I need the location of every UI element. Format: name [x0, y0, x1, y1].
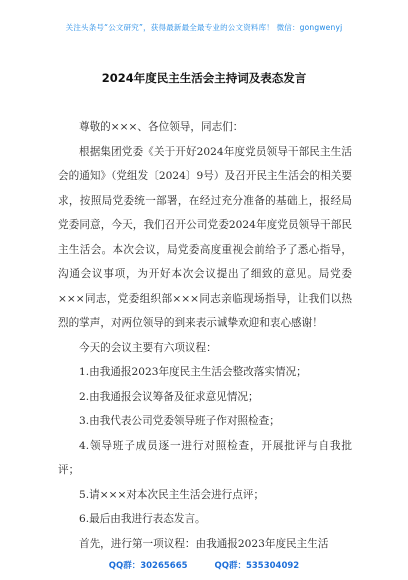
footer-qq-group-2: QQ群：535304092 — [214, 561, 300, 571]
intro-paragraph: 根据集团党委《关于开好2024年度党员领导干部民主生活会的通知》（党组发〔2024〕9号）及召开民主生活会的相关要求，按照局党委统一部署，在经过充分准备的基础上，报经局党委同意，今天，我们召开公司党委2024年度党员领导干部民主生活会。本次会议，局党委高度重视会前给予了悉心指导，沟通会议事项，为开好本次会议提出了细致的意见。局党委×××同志，党委组织部×××同志亲临现场指导，让我们以热烈的掌声，对两位领导的到来表示诚挚欢迎和衷心感谢！ — [58, 145, 352, 329]
agenda-item: 1.由我通报2023年度民主生活会整改落实情况； — [79, 366, 307, 378]
header-note: 关注头条号“公文研究”，获得最新最全最专业的公文资料库！ 微信：gongwenyj — [65, 23, 343, 32]
document-body — [58, 115, 352, 556]
document-title: 2024年度民主生活会主持词及表态发言 — [101, 71, 307, 85]
agenda-item: 4.领导班子成员逐一进行对照检查，开展批评与自我批评； — [58, 439, 352, 476]
agenda-item: 2.由我通报会议筹备及征求意见情况； — [79, 390, 259, 403]
agenda-intro: 今天的会议主要有六项议程： — [79, 341, 217, 354]
salutation: 尊敬的×××、各位领导，同志们： — [79, 121, 244, 133]
agenda-item: 3.由我代表公司党委领导班子作对照检查； — [79, 415, 280, 427]
footer — [0, 559, 408, 571]
agenda-item: 5.请×××对本次民主生活会进行点评； — [79, 488, 265, 501]
closing-paragraph: 首先，进行第一项议程：由我通报2023年度民主生活 — [79, 537, 329, 550]
agenda-item: 6.最后由我进行表态发言。 — [79, 513, 206, 525]
footer-qq-group-1: QQ群：30265665 — [108, 561, 188, 571]
